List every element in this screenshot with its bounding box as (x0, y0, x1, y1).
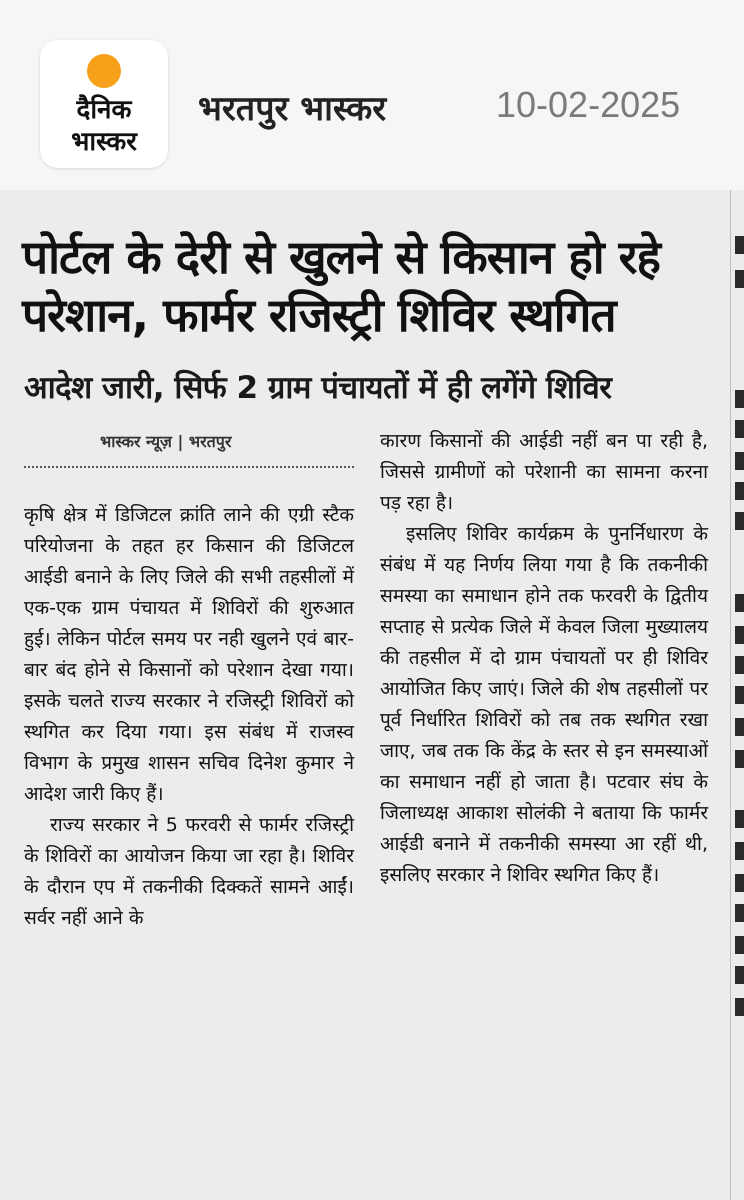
column-separator (730, 190, 731, 1200)
headline: पोर्टल के देरी से खुलने से किसान हो रहे परेशान, फार्मर रजिस्ट्री शिविर स्थगित (22, 230, 660, 342)
paragraph: इसलिए शिविर कार्यक्रम के पुनर्निधारण के संबंध में यह निर्णय लिया गया है कि तकनीकी समस्या का समाधान होने तक फरवरी के द्वितीय सप्ताह से प्रत्येक जिले में केवल जिला मुख्यालय की तहसील में दो ग्राम पंचायतों पर ही शिविर आयोजित किए जाएं। जिले की शेष तहसीलों पर पूर्व निर्धारित शिविरों को तब तक स्थगित रखा जाए, जब तक कि केंद्र के स्तर से इन समस्याओं का समाधान नहीं हो जाता है। पटवार संघ के जिलाध्यक्ष आकाश सोलंकी ने बताया कि फार्मर आईडी बनाने में तकनीकी समस्या आ रहीं थी, इसलिए सरकार ने शिविर स्थगित किए हैं। (380, 523, 708, 886)
article-column-2 (380, 426, 708, 891)
logo-line2: भास्कर (71, 127, 137, 157)
subheadline: आदेश जारी, सिर्फ 2 ग्राम पंचायतों में ही लगेंगे शिविर (24, 370, 612, 406)
logo-line1: दैनिक (76, 95, 132, 125)
header (0, 0, 744, 190)
edition-title: भरतपुर भास्कर (198, 89, 387, 129)
edition-date: 10-02-2025 (496, 84, 681, 125)
paragraph: राज्य सरकार ने 5 फरवरी से फार्मर रजिस्ट्री के शिविरों का आयोजन किया जा रहा है। शिविर के दौरान एप में तकनीकी दिक्कतें सामने आईं। सर्वर नहीं आने के (24, 814, 354, 929)
paragraph: कृषि क्षेत्र में डिजिटल क्रांति लाने की एग्री स्टैक परियोजना के तहत हर किसान की डिजिटल आईडी बनाने के लिए जिले की सभी तहसीलों में एक-एक ग्राम पंचायत में शिविरों की शुरुआत हुई। लेकिन पोर्टल समय पर नही खुलने एवं बार-बार बंद होने से किसानों को परेशान देखा गया। इसके चलते राज्य सरकार ने रजिस्ट्री शिविरों को स्थगित कर दिया गया। इस संबंध में राजस्व विभाग के प्रमुख शासन सचिव दिनेश कुमार ने आदेश जारी किए हैं। (24, 504, 354, 805)
byline: भास्कर न्यूज़ | भरतपुर (100, 432, 232, 451)
sun-icon (87, 54, 121, 88)
dainik-bhaskar-logo[interactable] (40, 40, 168, 168)
article-column-1 (24, 500, 354, 934)
adjacent-article-edge (735, 190, 744, 1200)
byline-divider (24, 466, 354, 468)
paragraph: कारण किसानों की आईडी नहीं बन पा रही है, जिससे ग्रामीणों को परेशानी का सामना करना पड़ रहा है। (380, 430, 708, 514)
newspaper-clipping (0, 190, 744, 1200)
